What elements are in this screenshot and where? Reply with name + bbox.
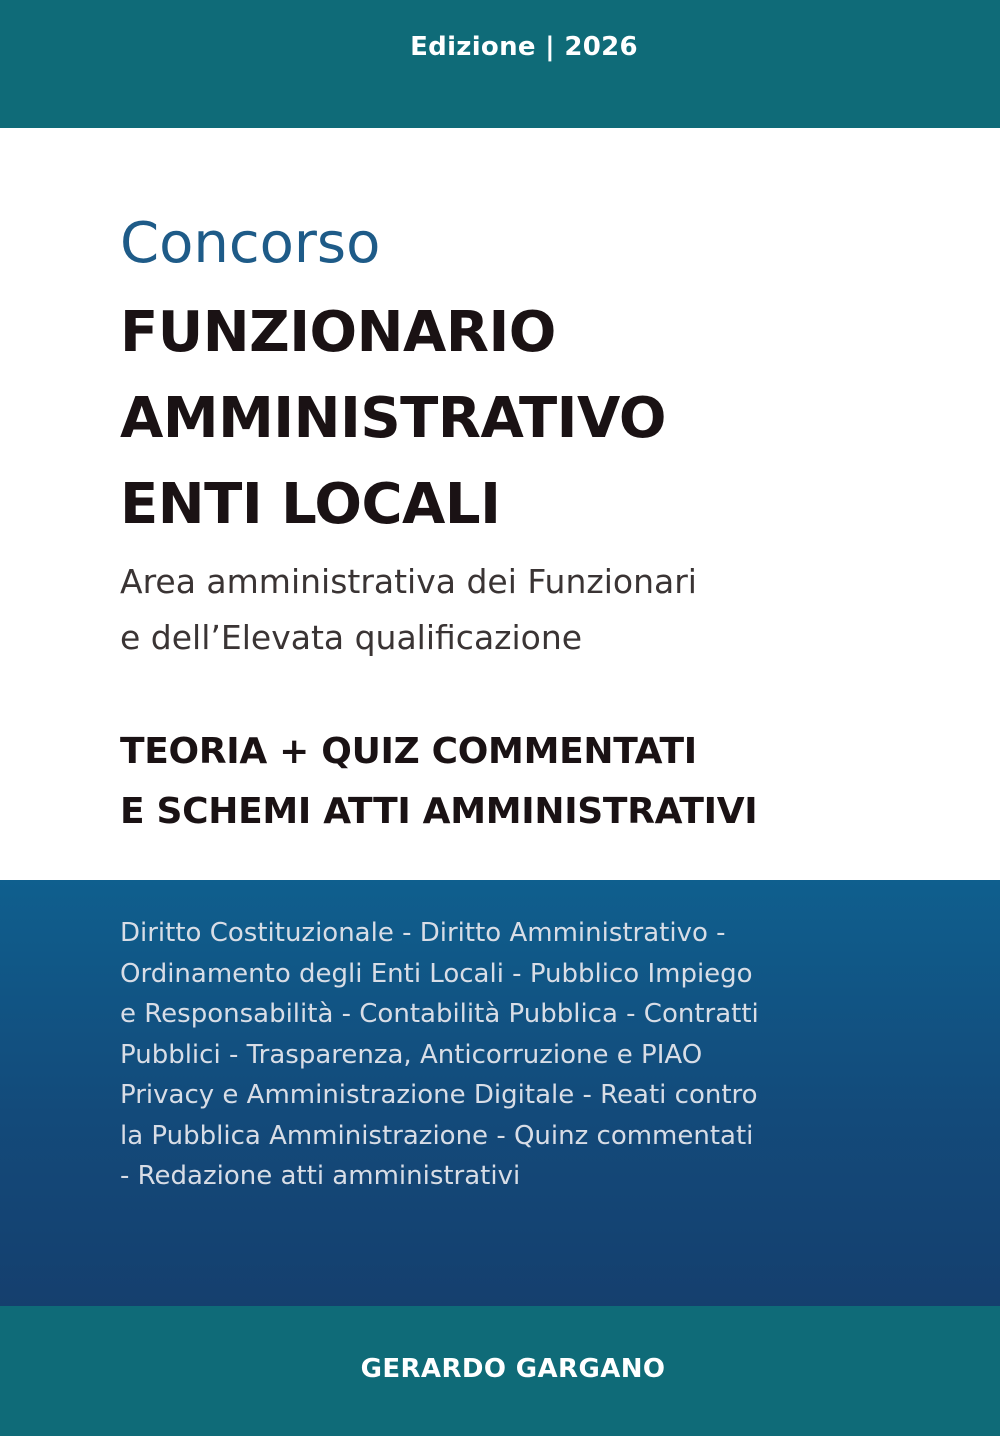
topics-line: la Pubblica Amministrazione - Quinz commentati <box>120 1120 754 1151</box>
kicker-text: Concorso <box>120 211 381 276</box>
title-line: FUNZIONARIO <box>120 300 556 365</box>
subtitle-line: e dell’Elevata qualificazione <box>120 618 583 657</box>
topics-line: Diritto Costituzionale - Diritto Amministrativo - <box>120 918 726 948</box>
main-title <box>120 290 950 548</box>
subtitle <box>120 554 950 666</box>
topics-list <box>120 913 880 1197</box>
title-line: ENTI LOCALI <box>120 472 501 537</box>
author-name: GERARDO GARGANO <box>360 1354 666 1384</box>
topics-line: Pubblici - Trasparenza, Anticorruzione e PIAO <box>120 1039 703 1070</box>
tagline-line: TEORIA + QUIZ COMMENTATI <box>120 731 697 772</box>
topics-line: - Redazione atti amministrativi <box>120 1161 521 1191</box>
tagline <box>120 722 980 842</box>
topics-line: Ordinamento degli Enti Locali - Pubblico Impiego <box>120 958 753 989</box>
top-band <box>0 0 1000 128</box>
tagline-line: E SCHEMI ATTI AMMINISTRATIVI <box>120 791 758 832</box>
edition-label: Edizione | 2026 <box>410 32 638 62</box>
title-line: AMMINISTRATIVO <box>120 386 666 451</box>
title-block <box>120 208 950 666</box>
topics-line: e Responsabilità - Contabilità Pubblica - Contratti <box>120 999 759 1029</box>
topics-line: Privacy e Amministrazione Digitale - Reati contro <box>120 1080 758 1110</box>
subtitle-line: Area amministrativa dei Funzionari <box>120 562 697 601</box>
